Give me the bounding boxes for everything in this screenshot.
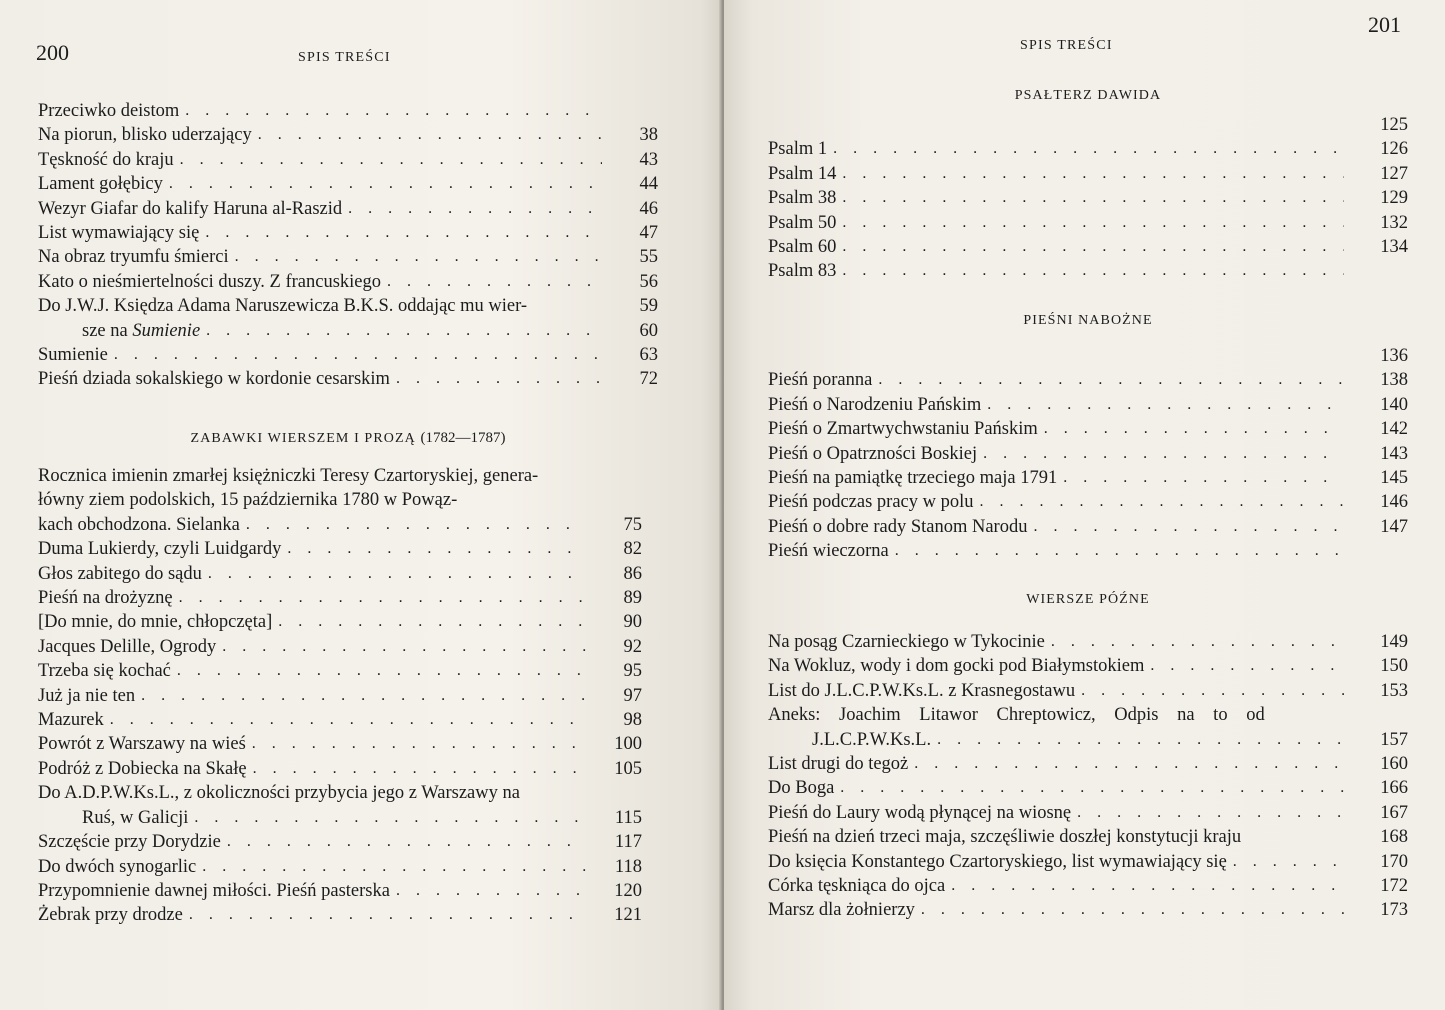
entry-title: Na Wokluz, wody i dom gocki pod Białymstokiem [768, 656, 1145, 677]
entry-page: 142 [1380, 419, 1408, 440]
entry-title-continued: kach obchodzona. Sielanka [38, 514, 240, 535]
toc-block-late-poems [768, 630, 1408, 923]
entry-page: 98 [623, 710, 642, 731]
entry-page: 118 [614, 856, 642, 877]
toc-entry [768, 162, 1408, 186]
toc-entry [768, 679, 1408, 703]
section-heading-block [768, 592, 1408, 608]
entry-page: 157 [1380, 729, 1408, 750]
leader-dots [287, 537, 586, 561]
entry-title: Duma Lukierdy, czyli Luidgardy [38, 539, 282, 560]
toc-entry [768, 539, 1408, 563]
leader-dots [396, 367, 602, 391]
toc-entry [38, 610, 642, 634]
entry-page: 92 [623, 636, 642, 657]
toc-entry [768, 211, 1408, 235]
entry-page: 56 [639, 271, 658, 292]
toc-entry [768, 654, 1408, 678]
leader-dots [914, 752, 1344, 776]
entry-title: Pieśń podczas pracy w polu [768, 492, 974, 513]
entry-page: 129 [1380, 188, 1408, 209]
leader-dots [1077, 801, 1344, 825]
entry-page: 72 [639, 369, 658, 390]
entry-title: Mazurek [38, 710, 104, 731]
toc-entry [768, 442, 1408, 466]
section-years: (1782—1787) [420, 430, 506, 446]
running-head: SPIS TREŚCI [298, 50, 391, 65]
entry-title: Córka tęskniąca do ojca [768, 876, 946, 897]
toc-entry [38, 708, 642, 732]
entry-title-continued: łówny ziem podolskich, 15 października 1780 w Powąz- [38, 490, 458, 511]
toc-entry [38, 123, 658, 147]
entry-title: Do Boga [768, 778, 835, 799]
toc-entry [768, 368, 1408, 392]
leader-dots [252, 732, 586, 756]
entry-title: Szczęście przy Dorydzie [38, 832, 221, 853]
leader-dots [921, 898, 1344, 922]
entry-page: 59 [639, 296, 658, 317]
leader-dots [833, 137, 1344, 161]
entry-page: 82 [623, 539, 642, 560]
entry-page: 86 [623, 563, 642, 584]
toc-entry [38, 367, 658, 391]
toc-entry [38, 659, 642, 683]
toc-block-hymns [768, 344, 1408, 564]
section-heading: PSAŁTERZ DAWIDA [1014, 88, 1162, 103]
entry-page: 166 [1380, 778, 1408, 799]
entry-title: Przeciwko deistom [38, 101, 180, 121]
toc-entry [38, 99, 658, 123]
toc-entry [768, 776, 1408, 800]
entry-page: 145 [1380, 468, 1408, 489]
entry-title: Na piorun, blisko uderzający [38, 125, 252, 146]
entry-page: 47 [639, 223, 658, 244]
entry-page: 95 [623, 661, 642, 682]
leader-dots [1063, 466, 1344, 490]
leader-dots [842, 186, 1344, 210]
toc-entry [38, 732, 642, 756]
entry-title: Pieśń o Narodzeniu Pańskim [768, 394, 982, 415]
entry-page: 121 [614, 905, 642, 926]
entry-page: 44 [639, 174, 658, 195]
leader-dots [206, 319, 602, 343]
leader-dots [208, 562, 586, 586]
entry-page: 143 [1380, 443, 1408, 464]
entry-title-italic: Sumienie [132, 320, 201, 341]
leader-dots [1233, 850, 1344, 874]
entry-title: Pieśń poranna [768, 370, 873, 391]
toc-entry-continuation [38, 806, 642, 830]
entry-title: Podróż z Dobiecka na Skałę [38, 758, 247, 779]
leader-dots [983, 442, 1344, 466]
toc-entry-continuation [38, 319, 658, 343]
leader-dots [1033, 515, 1344, 539]
toc-block-section [38, 464, 642, 928]
entry-title-continued: Ruś, w Galicji [82, 807, 189, 828]
entry-title: Pieśń wieczorna [768, 541, 889, 562]
toc-entry [38, 221, 658, 245]
leader-dots [1044, 417, 1344, 441]
toc-entry [768, 417, 1408, 441]
toc-entry [38, 830, 642, 854]
left-page [0, 0, 722, 1010]
entry-page: 89 [623, 588, 642, 609]
toc-entry [38, 684, 642, 708]
entry-page: 97 [623, 685, 642, 706]
leader-dots [348, 197, 602, 221]
page-number: 200 [36, 40, 69, 65]
toc-entry [38, 855, 642, 879]
entry-page: 150 [1380, 656, 1408, 677]
entry-title: List wymawiający się [38, 223, 200, 244]
entry-title: Pieśń dziada sokalskiego w kordonie cesarskim [38, 369, 390, 390]
leader-dots [1150, 654, 1344, 678]
toc-entry [38, 270, 658, 294]
entry-page: 146 [1380, 492, 1408, 513]
entry-page: 147 [1380, 516, 1408, 537]
toc-entry [768, 259, 1408, 283]
entry-title: Głos zabitego do sądu [38, 563, 202, 584]
entry-title: List do J.L.C.P.W.Ks.L. z Krasnegostawu [768, 680, 1076, 701]
entry-page: 132 [1380, 212, 1408, 233]
leader-dots [842, 211, 1344, 235]
entry-page: 75 [623, 514, 642, 535]
leader-dots [278, 610, 586, 634]
leader-dots [878, 368, 1344, 392]
entry-title: Psalm 14 [768, 163, 837, 184]
entry-title: Pieśń o dobre rady Stanom Narodu [768, 516, 1028, 537]
leader-dots [840, 776, 1344, 800]
section-lead-page: 125 [1380, 115, 1408, 135]
toc-entry [38, 245, 658, 269]
leader-dots [179, 586, 586, 610]
toc-entry [38, 562, 642, 586]
toc-entry [768, 801, 1408, 825]
toc-entry-continuation [38, 488, 642, 512]
leader-dots [114, 343, 602, 367]
entry-title: Lament gołębicy [38, 174, 163, 195]
toc-entry-continuation [38, 513, 642, 537]
entry-page: 115 [614, 807, 642, 828]
entry-page: 60 [639, 320, 658, 341]
entry-title: Pieśń o Opatrzności Boskiej [768, 443, 978, 464]
section-heading: ZABAWKI WIERSZEM I PROZĄ (1782—1787) [190, 430, 506, 446]
leader-dots [194, 806, 586, 830]
toc-entry-continuation [768, 728, 1408, 752]
leader-dots [227, 830, 586, 854]
entry-title: Żebrak przy drodze [38, 905, 183, 926]
entry-title: Psalm 38 [768, 188, 837, 209]
leader-dots [951, 874, 1344, 898]
toc-entry [38, 879, 642, 903]
entry-page: 55 [639, 247, 658, 268]
leader-dots [987, 393, 1344, 417]
entry-page: 173 [1380, 900, 1408, 921]
toc-entry [768, 490, 1408, 514]
section-heading-block [768, 313, 1408, 329]
entry-title: Pieśń na dzień trzeci maja, szczęśliwie doszłej konstytucji kraju [768, 827, 1242, 848]
toc-entry [38, 781, 642, 805]
toc-entry [38, 586, 642, 610]
toc-entry [768, 393, 1408, 417]
entry-title: Pieśń na drożyznę [38, 588, 173, 609]
right-page [724, 0, 1445, 1010]
leader-dots [980, 490, 1344, 514]
running-head: SPIS TREŚCI [1020, 38, 1113, 53]
entry-page: 149 [1380, 632, 1408, 652]
section-heading-block [38, 430, 658, 447]
entry-page: 153 [1380, 680, 1408, 701]
entry-title: List drugi do tegoż [768, 754, 909, 775]
entry-title: Psalm 83 [768, 261, 837, 282]
toc-entry [768, 235, 1408, 259]
entry-title: Na obraz tryumfu śmierci [38, 247, 229, 268]
entry-page: 117 [614, 832, 642, 853]
toc-block-top [38, 99, 658, 392]
leader-dots [205, 221, 602, 245]
toc-entry [38, 294, 658, 318]
toc-entry [38, 343, 658, 367]
entry-page: 134 [1380, 237, 1408, 258]
entry-title: Już ja nie ten [38, 685, 136, 706]
entry-title: Wezyr Giafar do kalify Haruna al-Raszid [38, 198, 343, 219]
toc-entry [38, 635, 642, 659]
toc-entry [768, 898, 1408, 922]
toc-entry [38, 172, 658, 196]
entry-title: Psalm 1 [768, 139, 828, 160]
entry-title: Tęskność do kraju [38, 149, 174, 170]
entry-title: Psalm 60 [768, 237, 837, 258]
entry-page: 63 [639, 345, 658, 366]
entry-title: Do księcia Konstantego Czartoryskiego, list wymawiający się [768, 851, 1227, 872]
toc-entry [38, 197, 658, 221]
entry-title: Trzeba się kochać [38, 661, 171, 682]
toc-entry [768, 186, 1408, 210]
entry-title: Kato o nieśmiertelności duszy. Z francuskiego [38, 271, 382, 292]
section-heading-block [768, 88, 1408, 104]
leader-dots [169, 172, 602, 196]
toc-entry [38, 757, 642, 781]
entry-page: 140 [1380, 394, 1408, 415]
entry-title-continued: sze na Sumienie [82, 320, 201, 341]
toc-entry [768, 137, 1408, 161]
leader-dots [895, 539, 1344, 563]
leader-dots [235, 245, 602, 269]
entry-page: 168 [1380, 827, 1408, 848]
page-number: 201 [1368, 12, 1401, 37]
leader-dots [937, 728, 1344, 752]
section-heading: PIEŚNI NABOŻNE [1023, 313, 1153, 328]
entry-title: Do J.W.J. Księdza Adama Naruszewicza B.K.S. oddając mu wier- [38, 296, 528, 317]
entry-page: 38 [639, 125, 658, 146]
entry-page: 127 [1380, 163, 1408, 184]
entry-title: Jacques Delille, Ogrody [38, 636, 217, 657]
entry-title: Na posąg Czarnieckiego w Tykocinie [768, 632, 1045, 652]
leader-dots [110, 708, 586, 732]
entry-page: 105 [614, 758, 642, 779]
leader-dots [387, 270, 602, 294]
entry-title: Przypomnienie dawnej miłości. Pieśń pasterska [38, 880, 390, 901]
section-lead-page: 136 [1380, 346, 1408, 366]
toc-entry [768, 874, 1408, 898]
entry-title-continued: J.L.C.P.W.Ks.L. [812, 729, 932, 750]
toc-entry [768, 752, 1408, 776]
entry-page: 138 [1380, 370, 1408, 391]
entry-title: Pieśń o Zmartwychwstaniu Pańskim [768, 419, 1038, 440]
toc-entry [768, 630, 1408, 654]
entry-page: 167 [1380, 802, 1408, 823]
entry-title: [Do mnie, do mnie, chłopczęta] [38, 612, 273, 633]
leader-dots [258, 123, 602, 147]
entry-title: Pieśń na pamiątkę trzeciego maja 1791 [768, 468, 1058, 489]
leader-dots [842, 259, 1344, 283]
entry-page: 100 [614, 734, 642, 755]
entry-page: 170 [1380, 851, 1408, 872]
entry-title: Pieśń do Laury wodą płynącej na wiosnę [768, 802, 1072, 823]
entry-title: Aneks: Joachim Litawor Chreptowicz, Odpis na to od [768, 705, 1265, 726]
entry-title: Do A.D.P.W.Ks.L., z okoliczności przybycia jego z Warszawy na [38, 783, 520, 804]
entry-title: Rocznica imienin zmarłej księżniczki Teresy Czartoryskiej, genera- [38, 466, 539, 486]
entry-page: 160 [1380, 754, 1408, 775]
leader-dots [202, 855, 586, 879]
section-heading: WIERSZE PÓŹNE [1026, 592, 1150, 607]
entry-title: Marsz dla żołnierzy [768, 900, 915, 921]
leader-dots [141, 684, 586, 708]
toc-entry [768, 515, 1408, 539]
toc-entry [38, 148, 658, 172]
entry-title: Do dwóch synogarlic [38, 856, 197, 877]
leader-dots [189, 903, 586, 927]
entry-title: Psalm 50 [768, 212, 837, 233]
leader-dots [1051, 630, 1344, 654]
leader-dots [1081, 679, 1344, 703]
entry-page: 120 [614, 880, 642, 901]
entry-title: Sumienie [38, 345, 108, 366]
toc-entry [38, 464, 642, 488]
toc-entry [768, 466, 1408, 490]
toc-entry [768, 825, 1408, 849]
leader-dots [177, 659, 586, 683]
entry-title: Powrót z Warszawy na wieś [38, 734, 246, 755]
toc-block-psalms [768, 113, 1408, 284]
leader-dots [842, 235, 1344, 259]
leader-dots [842, 162, 1344, 186]
entry-page: 46 [639, 198, 658, 219]
entry-page: 90 [623, 612, 642, 633]
leader-dots [396, 879, 586, 903]
leader-dots [185, 99, 602, 123]
toc-entry [38, 537, 642, 561]
toc-entry [768, 703, 1408, 727]
leader-dots [246, 513, 586, 537]
leader-dots [180, 148, 602, 172]
toc-entry [768, 850, 1408, 874]
entry-page: 172 [1380, 876, 1408, 897]
toc-entry [38, 903, 642, 927]
leader-dots [253, 757, 586, 781]
leader-dots [222, 635, 586, 659]
entry-page: 126 [1380, 139, 1408, 160]
entry-page: 43 [639, 149, 658, 170]
